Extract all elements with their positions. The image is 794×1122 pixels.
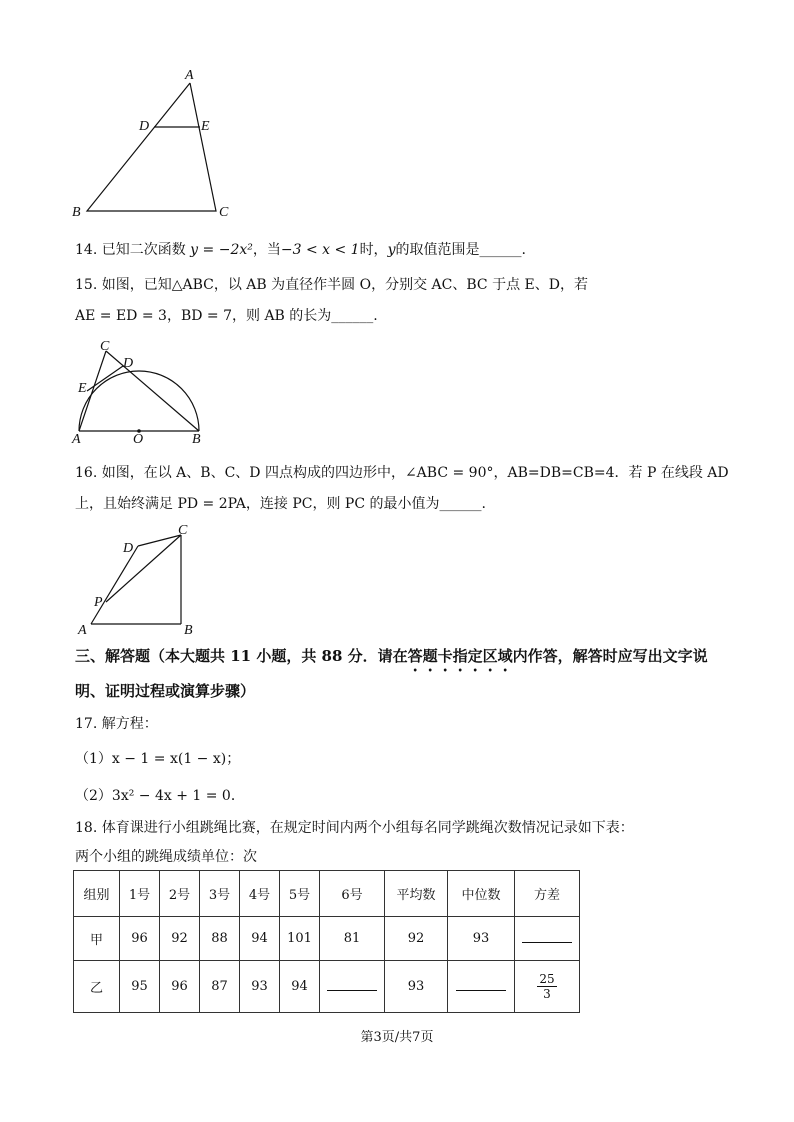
label-C: C — [178, 523, 188, 538]
question-18: 18. 体育课进行小组跳绳比赛，在规定时间内两个小组每名同学跳绳次数情况记录如下表： — [75, 820, 634, 836]
question-16-line-1: 16. 如图，在以 A、B、C、D 四点构成的四边形中，∠ABC = 90°，AB=DB=CB=4．若 P 在线段 AD — [75, 465, 729, 481]
answer-blank — [456, 978, 506, 991]
label-E: E — [78, 381, 87, 396]
table-cell: 94 — [280, 961, 320, 1013]
variance-fraction: $\frac{25}{3}$ — [539, 971, 555, 1001]
table-row-yi — [74, 961, 580, 1013]
table-cell: 87 — [200, 961, 240, 1013]
figure-quadrilateral — [70, 520, 200, 640]
label-E: E — [201, 119, 210, 134]
label-O: O — [133, 432, 144, 447]
score-table — [73, 870, 580, 1013]
question-14: 14. 已知二次函数 y = −2x²，当−3 < x < 1时，y的取值范围是______. — [75, 242, 526, 258]
label-B: B — [192, 432, 201, 447]
header-cell: 4号 — [240, 871, 280, 917]
table-cell: 101 — [280, 917, 320, 961]
label-D: D — [139, 119, 150, 134]
label-B: B — [184, 623, 193, 638]
header-cell: 平均数 — [385, 871, 448, 917]
label-A: A — [78, 623, 87, 638]
question-17-part-2: （2）3x² − 4x + 1 = 0． — [75, 788, 245, 804]
table-cell: 93 — [385, 961, 448, 1013]
question-16-line-2: 上，且始终满足 PD = 2PA，连接 PC，则 PC 的最小值为______. — [75, 496, 486, 512]
table-cell: 95 — [120, 961, 160, 1013]
table-cell: 96 — [160, 961, 200, 1013]
question-17-part-1: （1）x − 1 = x(1 − x)； — [75, 751, 241, 767]
question-15-line-1: 15. 如图，已知△ABC，以 AB 为直径作半圆 O，分别交 AC、BC 于点 E、D，若 — [75, 277, 588, 293]
label-C: C — [219, 205, 229, 220]
figure-triangle-abc-de — [60, 60, 250, 225]
figure-semicircle — [65, 335, 215, 450]
table-caption: 两个小组的跳绳成绩单位：次 — [75, 849, 257, 865]
label-B: B — [72, 205, 81, 220]
page-footer: 第3页/共7页 — [360, 1030, 434, 1045]
question-15-line-2: AE = ED = 3，BD = 7，则 AB 的长为______. — [75, 308, 378, 324]
answer-blank — [327, 978, 377, 991]
label-A: A — [185, 68, 194, 83]
variance-cell — [515, 961, 580, 1013]
question-17: 17. 解方程： — [75, 716, 158, 732]
header-cell: 方差 — [515, 871, 580, 917]
table-cell: 81 — [320, 917, 385, 961]
table-cell: 92 — [160, 917, 200, 961]
table-cell: 93 — [240, 961, 280, 1013]
table-cell: 94 — [240, 917, 280, 961]
label-A: A — [72, 432, 81, 447]
table-cell: 88 — [200, 917, 240, 961]
table-cell: 96 — [120, 917, 160, 961]
header-cell: 5号 — [280, 871, 320, 917]
table-cell: 93 — [448, 917, 515, 961]
header-cell: 2号 — [160, 871, 200, 917]
label-D: D — [123, 356, 134, 371]
label-P: P — [94, 595, 103, 610]
label-C: C — [100, 339, 110, 354]
label-D: D — [123, 541, 134, 556]
group-cell: 甲 — [74, 917, 120, 961]
median-blank — [448, 961, 515, 1013]
answer-blank — [522, 930, 572, 943]
variance-blank — [515, 917, 580, 961]
header-cell: 3号 — [200, 871, 240, 917]
header-cell: 1号 — [120, 871, 160, 917]
header-cell: 中位数 — [448, 871, 515, 917]
section-3-heading-line-2: 明、证明过程或演算步骤） — [75, 682, 256, 700]
header-cell: 6号 — [320, 871, 385, 917]
table-header-row — [74, 871, 580, 917]
section-3-heading: 三、解答题（本大题共 11 小题，共 88 分．请在答题卡指定区域内作答，解答时应写出文字说 — [75, 647, 708, 665]
table-cell: 92 — [385, 917, 448, 961]
group-cell: 乙 — [74, 961, 120, 1013]
header-cell: 组别 — [74, 871, 120, 917]
table-row-jia — [74, 917, 580, 961]
no6-blank — [320, 961, 385, 1013]
